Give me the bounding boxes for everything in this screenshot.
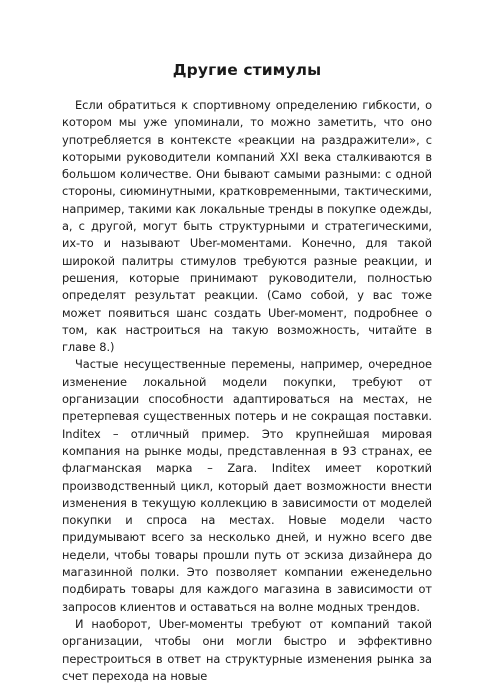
body-paragraph: И наоборот, Uber-моменты требуют от компаний такой организации, чтобы они могли быстро и эффективно перестроиться в ответ на структурные изменения рынка за счет перехода на новые [62, 616, 432, 683]
body-paragraph: Если обратиться к спортивному определению гибкости, о котором мы уже упоминали, то можно заметить, что оно употребляется в контексте «реакции на раздражители», с которыми руководители компаний XXI века сталкиваются в большом количестве. Они бывают самыми разными: с одной стороны, сиюминутными, кратковременными, тактическими, например, такими как локальные тренды в покупке одежды, а, с другой, могут быть структурными и стратегическими, их-то и называют Uber-моментами. Конечно, для такой широкой палитры стимулов требуются разные реакции, и решения, которые принимают руководители, полностью определят результат реакции. (Само собой, у вас тоже может появиться шанс создать Uber-момент, подробнее о том, как настроиться на такую возможность, читайте в главе 8.) [62, 98, 432, 355]
document-page [62, 60, 432, 685]
section-heading: Другие стимулы [172, 61, 322, 79]
body-paragraph: Частые несущественные перемены, например, очередное изменение локальной модели покупки, требуют от организации способности адаптироваться на местах, не претерпевая существенных потерь и не сокращая поставки. Inditex – отличный пример. Это крупнейшая мировая компания на рынке моды, представленная в 93 странах, ее флагманская марка – Zara. Inditex имеет короткий производственный цикл, который дает возможности внести изменения в текущую коллекцию в зависимости от моделей покупки и спроса на местах. Новые модели часто придумывают всего за несколько дней, и нужно всего две недели, чтобы товары прошли путь от эскиза дизайнера до магазинной полки. Это позволяет компании еженедельно подбирать товары для каждого магазина в зависимости от запросов клиентов и оставаться на волне модных трендов. [62, 357, 432, 614]
